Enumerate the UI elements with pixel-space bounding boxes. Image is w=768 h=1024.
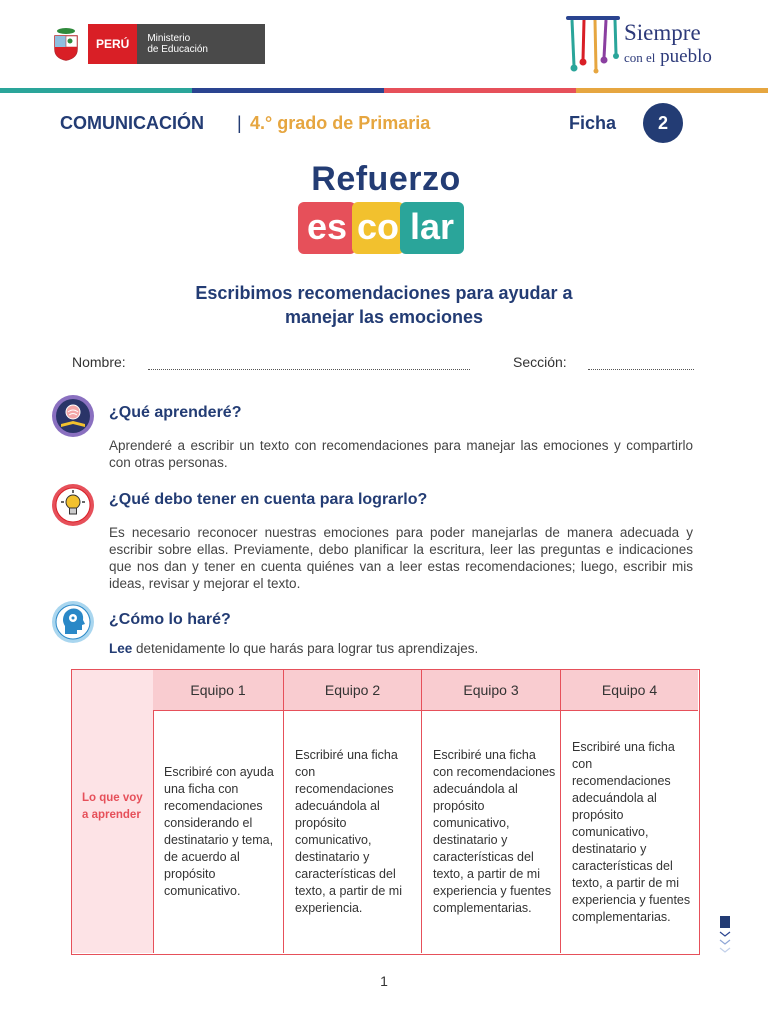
stripe-red <box>384 88 576 93</box>
page-header <box>0 0 768 92</box>
student-info-row <box>72 354 702 374</box>
stripe-gold <box>576 88 768 93</box>
section-label: Sección: <box>513 354 567 370</box>
ministry-line-2: de Educación <box>147 44 208 55</box>
coat-of-arms-icon <box>48 24 84 64</box>
page-title-line-2: manejar las emociones <box>284 307 484 327</box>
column-header-3: Equipo 3 <box>422 670 561 711</box>
page-number: 1 <box>380 973 388 989</box>
slogan-con: con el <box>624 50 656 65</box>
column-header-1: Equipo 1 <box>153 670 284 711</box>
country-label: PERÚ <box>88 24 137 64</box>
read-instruction: detenidamente lo que harás para lograr tus aprendizajes. <box>132 641 479 656</box>
ficha-label: Ficha <box>569 113 617 133</box>
read-emphasis: Lee <box>109 641 133 656</box>
table-cell-3 <box>422 711 561 953</box>
program-part-1: es <box>298 202 356 254</box>
program-subtitle <box>298 202 464 254</box>
table-cell-2 <box>284 711 422 953</box>
slogan-line-2 <box>624 46 712 68</box>
section-field[interactable] <box>588 369 694 370</box>
color-stripe <box>0 88 768 93</box>
page-title <box>100 281 668 329</box>
table-cell-text-4: Escribiré una ficha con recomendaciones adecuándola al propósito comunicativo, destinatario y características del texto, a partir de mi experiencia y fuentes complementarias. <box>572 739 691 924</box>
table-cell-4 <box>561 711 698 953</box>
section-heading-how: ¿Cómo lo haré? <box>109 611 231 628</box>
slogan-line-1: Siempre <box>624 20 701 45</box>
table-cell-text-2: Escribiré una ficha con recomendaciones adecuándola al propósito comunicativo, destinatario y características del texto, a partir de mi experiencia. <box>295 748 402 915</box>
column-header-2: Equipo 2 <box>284 670 422 711</box>
row-header-cell <box>72 670 154 953</box>
program-logo <box>296 160 476 268</box>
section-body-consider: Es necesario reconocer nuestras emociones para poder manejarlas de manera adecuada y escribir sobre ellas. Previamente, debo planificar la escritura, leer las preguntas e indicaciones que nos dan y tener en cuenta quiénes van a leer estas recomendaciones; luego, escribir mis ideas, revisar y mejorar el texto. <box>109 525 693 591</box>
name-label: Nombre: <box>72 354 126 370</box>
learning-goals-table <box>71 669 700 955</box>
slogan-logo <box>564 14 734 76</box>
section-heading-consider: ¿Qué debo tener en cuenta para lograrlo? <box>109 491 428 508</box>
column-header-4: Equipo 4 <box>561 670 698 711</box>
pins-icon <box>564 14 622 74</box>
subject-area: COMUNICACIÓN <box>60 113 204 133</box>
subject-separator: | <box>237 113 242 133</box>
ministry-line-1: Ministerio <box>147 33 191 44</box>
lightbulb-icon <box>51 483 95 527</box>
section-body-how <box>109 640 693 657</box>
table-cell-1 <box>153 711 284 953</box>
program-title: Refuerzo <box>311 160 461 198</box>
section-heading-learn: ¿Qué aprenderé? <box>109 404 242 421</box>
name-field[interactable] <box>148 369 470 370</box>
program-part-3: lar <box>400 202 464 254</box>
table-cell-text-3: Escribiré una ficha con recomendaciones adecuándola al propósito comunicativo, destinatario y características del texto, a partir de mi experiencia y fuentes complementarias. <box>433 748 556 915</box>
program-part-2: co <box>352 202 404 254</box>
stripe-blue <box>192 88 384 93</box>
table-cell-text-1: Escribiré con ayuda una ficha con recomendaciones considerando el destinatario y tema, de acuerdo al propósito comunicativo. <box>164 765 274 898</box>
subject-row <box>60 113 710 143</box>
page-title-line-1: Escribimos recomendaciones para ayudar a <box>195 283 573 303</box>
bookmark-icon <box>718 916 732 960</box>
slogan-pueblo: pueblo <box>660 46 712 67</box>
row-header-label: Lo que voy a aprender <box>82 792 143 821</box>
head-gears-icon <box>51 600 95 644</box>
brain-book-icon <box>51 394 95 438</box>
grade-label: 4.° grado de Primaria <box>250 113 431 133</box>
stripe-teal <box>0 88 192 93</box>
ministry-logo <box>48 24 265 64</box>
ficha-number-badge: 2 <box>643 103 683 143</box>
section-body-learn: Aprenderé a escribir un texto con recomendaciones para manejar las emociones y compartirlo con otras personas. <box>109 438 693 470</box>
ministry-label <box>137 24 265 64</box>
